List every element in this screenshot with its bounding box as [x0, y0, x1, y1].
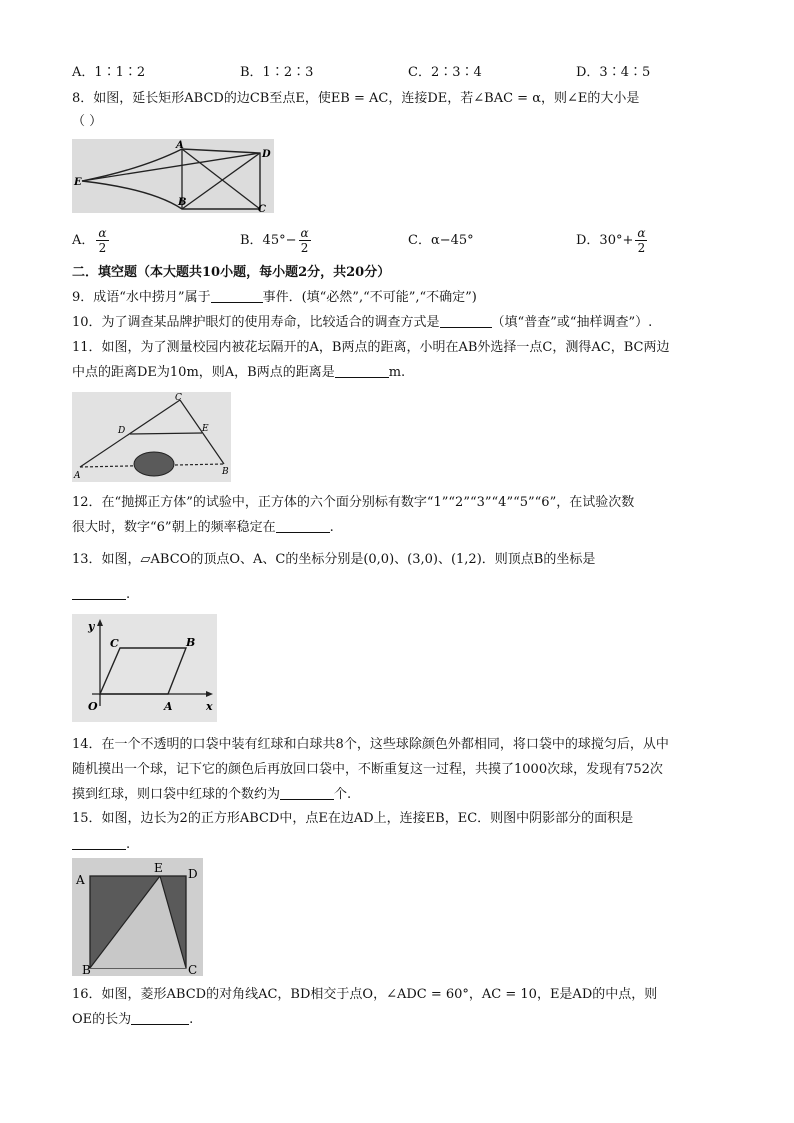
q11-figure: [72, 392, 231, 482]
q15-figure: [72, 858, 203, 976]
q15-answer-blank[interactable]: [72, 835, 126, 850]
q11-label-e: E: [202, 424, 209, 434]
q16-text-line1: 16．如图，菱形ABCD的对角线AC，BD相交于点O，∠ADC = 60°，AC = 10，E是AD的中点，则: [72, 987, 658, 1002]
q11-label-b: B: [222, 467, 229, 477]
q12-text-line1: 12．在“抛掷正方体”的试验中，正方体的六个面分别标有数字“1”“2”“3”“4”“5”“6”，在试验次数: [72, 495, 635, 510]
q8-text: 8．如图，延长矩形ABCD的边CB至点E，使EB = AC，连接DE，若∠BAC = α，则∠E的大小是: [72, 91, 640, 106]
q7-option-c: C．2∶3∶4: [408, 65, 482, 80]
q11-text-line2: 中点的距离DE为10m，则A，B两点的距离是 m.: [72, 365, 406, 380]
q7-option-a: A．1∶1∶2: [72, 65, 146, 80]
q14-text-line1: 14．在一个不透明的口袋中装有红球和白球共8个，这些球除颜色外都相同，将口袋中的球搅匀后，从中: [72, 737, 669, 752]
q8-option-c: C．α−45°: [408, 233, 474, 248]
q8-label-a: A: [176, 140, 184, 151]
q7-option-d: D．3∶4∶5: [576, 65, 651, 80]
q13-figure: [72, 614, 217, 722]
q13-label-o: O: [88, 700, 98, 713]
q9-answer-blank[interactable]: [211, 288, 263, 303]
q8-label-c: C: [258, 204, 266, 213]
q12-text-line2: 很大时，数字“6”朝上的频率稳定在 .: [72, 520, 334, 535]
q8-label-e: E: [74, 177, 82, 188]
section-2-title: 二．填空题（本大题共10小题，每小题2分，共20分）: [72, 265, 391, 280]
q11-answer-blank[interactable]: [335, 363, 389, 378]
q9-text: 9．成语“水中捞月”属于 事件．(填“必然”,“不可能”,“不确定”): [72, 290, 477, 305]
q16-text-line2: OE的长为 .: [72, 1012, 194, 1027]
q15-label-e: E: [154, 861, 163, 875]
q13-label-y: y: [88, 620, 95, 633]
q8-option-d: D．30°+ $\frac{\alpha}{2}$: [576, 226, 646, 255]
q11-text-line1: 11．如图，为了测量校园内被花坛隔开的A，B两点的距离，小明在AB外选择一点C，测得AC，BC两边: [72, 340, 670, 355]
q10-text: 10．为了调查某品牌护眼灯的使用寿命，比较适合的调查方式是 （填“普查”或“抽样调查”）.: [72, 315, 653, 330]
q13-answer-blank[interactable]: [72, 585, 126, 600]
q15-label-d: D: [188, 867, 198, 881]
q11-label-c: C: [175, 393, 182, 403]
q13-label-b: B: [186, 636, 196, 649]
q13-text-line2: .: [72, 585, 722, 605]
q7-option-b: B．1∶2∶3: [240, 65, 314, 80]
q14-text-line2: 随机摸出一个球，记下它的颜色后再放回口袋中，不断重复这一过程，共摸了1000次球，发现有752次: [72, 762, 663, 777]
q14-text-line3: 摸到红球，则口袋中红球的个数约为 个.: [72, 787, 352, 802]
q8-option-a: A． $\frac{\alpha}{2}$: [72, 226, 107, 255]
q8-figure: [72, 139, 274, 213]
q8-option-b: B．45°− $\frac{\alpha}{2}$: [240, 226, 309, 255]
q8-label-d: D: [262, 149, 271, 160]
q10-answer-blank[interactable]: [440, 313, 492, 328]
q13-label-c: C: [110, 637, 119, 650]
q15-text-line1: 15．如图，边长为2的正方形ABCD中，点E在边AD上，连接EB，EC．则图中阴影部分的面积是: [72, 811, 634, 826]
q11-label-a: A: [74, 471, 81, 481]
q11-label-d: D: [118, 426, 126, 436]
q16-answer-blank[interactable]: [131, 1010, 189, 1025]
q12-answer-blank[interactable]: [276, 518, 330, 533]
q13-text-line1: 13．如图，▱ABCO的顶点O、A、C的坐标分别是(0,0)、(3,0)、(1,2)．则顶点B的坐标是: [72, 552, 596, 567]
q8-label-b: B: [178, 197, 187, 208]
q15-label-c: C: [188, 963, 198, 976]
q15-label-a: A: [76, 873, 85, 887]
q13-label-x: x: [206, 700, 213, 713]
q15-label-b: B: [82, 963, 91, 976]
q15-text-line2: .: [72, 835, 722, 855]
q14-answer-blank[interactable]: [280, 785, 334, 800]
q8-answer-bracket: （ ）: [72, 114, 103, 129]
q13-label-a: A: [164, 700, 173, 713]
